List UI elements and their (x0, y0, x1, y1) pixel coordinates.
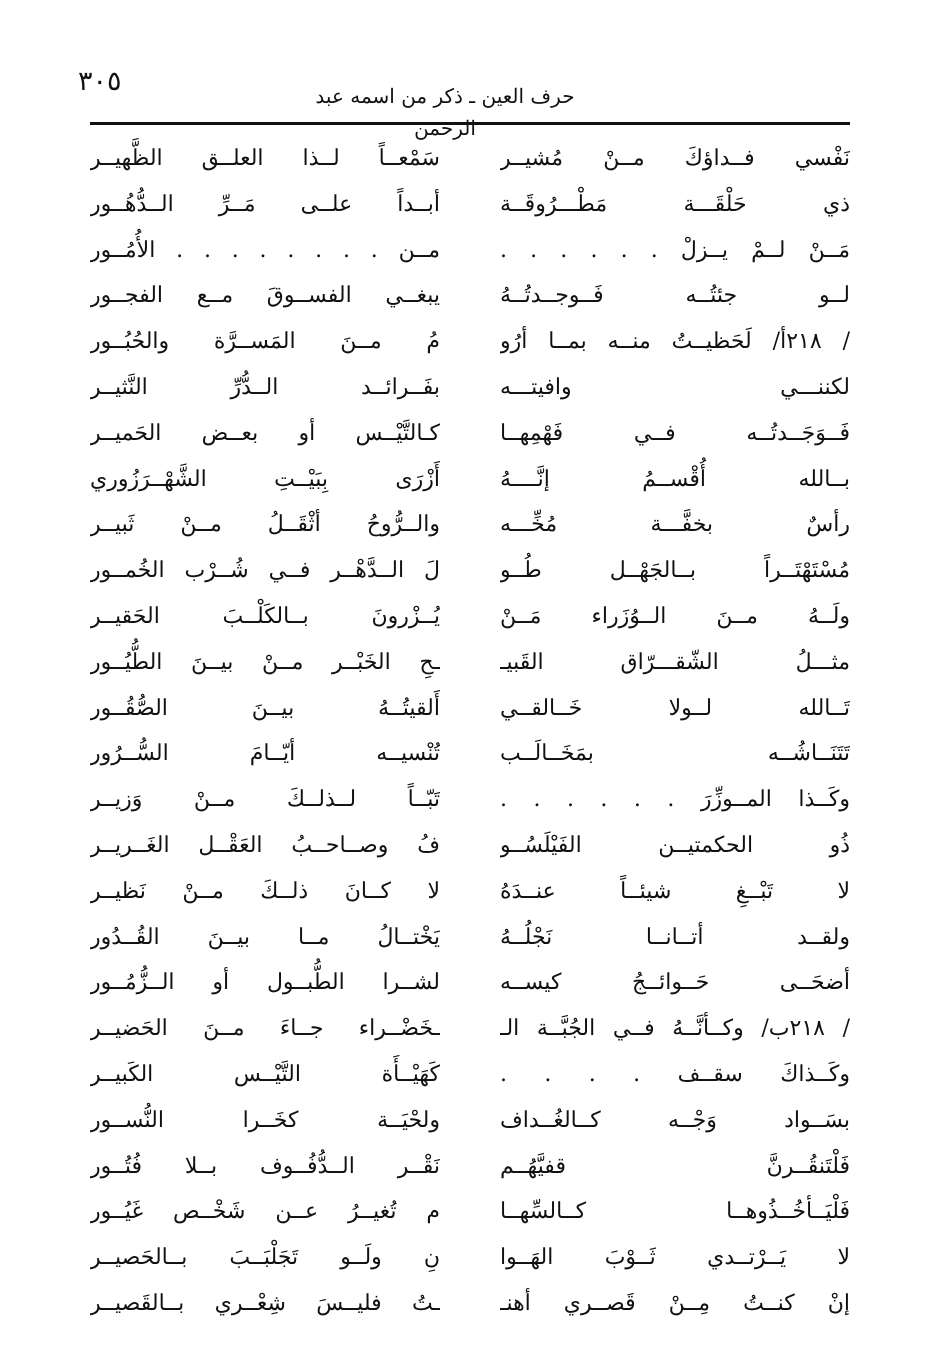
first-hemistich: وكَــذا المــوزِّرَ . . . . . . (500, 787, 850, 813)
first-hemistich: / ٢١٨ب/ وكــأنَّــهُ فــي الجُبَّــة الـ (500, 1016, 850, 1042)
first-hemistich: تَــالله لــولا خَــالقــي (500, 695, 850, 721)
second-hemistich: م تُغيــرُ عــن شَخْــص غَيُــور (90, 1199, 440, 1225)
page-number: ٣٠٥ (78, 66, 122, 97)
header-rule (90, 122, 850, 125)
first-hemistich: لكننـــي وافيتـــه (500, 375, 850, 400)
first-hemistich: ذُو الحكمتيــن الفَيْلَسُــو (500, 833, 850, 858)
running-title: حرف العين ـ ذكر من اسمه عبد الرحمن (315, 84, 575, 140)
poem-body (90, 132, 850, 1322)
second-hemistich: نِ ولَــو تَجَلْبَــبَ بــالحَصيــر (90, 1245, 440, 1271)
second-hemistich: ـحِ الخَبْــر مــنْ بيــنَ الطُّيُــور (90, 649, 440, 675)
first-hemistich: لــو جئتُــه فَــوجــدتُــهُ (500, 283, 850, 309)
first-hemistich: لا تَبْــغِ شيئــاً عنــدَهُ (500, 878, 850, 904)
second-hemistich: لشــرا الطُّبــول أو الــزُّمُــور (90, 970, 440, 996)
second-hemistich: لَ الــدَّهْــر فــي شُــرْب الخُمــور (90, 558, 440, 584)
first-hemistich: نَفْسي فــداؤكَ مــنْ مُشيــر (500, 146, 850, 171)
first-hemistich: تَتَنَــاشُــه بمَخَــالَــب (500, 741, 850, 767)
second-hemistich: سَمْعــاً لــذا العلــق الظَّهيــر (90, 146, 440, 171)
second-hemistich: فُ وصــاحــبُ العَقْــل الغَــريــر (90, 833, 440, 858)
first-hemistich: ولَــهُ مــنَ الــوُزَراء مَــنْ (500, 604, 850, 629)
second-hemistich: ـخَضْــراء جــاءَ مــنَ الحَضيــر (90, 1016, 440, 1042)
first-hemistich: فَــوَجَــدتُــه فــي فَهْمِهــا (500, 420, 850, 446)
first-hemistich: إنْ كنــتُ مِــنْ قَصــري أهنـ (500, 1291, 850, 1316)
second-hemistich: كـالتَّيْــس أو بعــض الحَميــر (90, 420, 440, 446)
first-hemistich: مَــنْ لــمْ يــزلْ . . . . . . (500, 237, 850, 263)
second-hemistich: يَخْتــالُ مــا بيــنَ القُــدُور (90, 924, 440, 950)
second-hemistich: ـتُ فليــسَ شِعْــري بــالقَصيــر (90, 1291, 440, 1316)
second-hemistich: يُــزْرونَ بــالكَلْــبَ الحَقيــر (90, 604, 440, 629)
second-hemistich: تَبّــاً لــذلــكَ مــنْ وَزيــر (90, 787, 440, 813)
first-hemistich: مُسْتَهْتَــراً بــالجَهْــل طُــو (500, 558, 850, 584)
first-hemistich: ذي حَلْقَـــة مَطْـــرُوقَــة (500, 191, 850, 217)
first-hemistich: فَلْتَنقُــرنَّ قفيَّهُــم (500, 1153, 850, 1179)
second-hemistich: نَقْــر الــدُّفُــوف بــلا فُتُــور (90, 1153, 440, 1179)
first-hemistich: بسَــواد وَجْــه كــالغُــداف (500, 1107, 850, 1133)
first-hemistich: فَلْيَــأخُــذُوهــا كــالسِّهــا (500, 1199, 850, 1225)
first-hemistich: / ٢١٨أ/ لَحَظيــتُ منــه بمــا أرُو (500, 329, 850, 355)
first-hemistich: وكَــذاكَ سقــف . . . . (500, 1062, 850, 1087)
second-hemistich: تُنْسيــه أيّــامَ السُّــرُور (90, 741, 440, 767)
first-hemistich: بــالله أُقْســمُ إنَّــــهُ (500, 466, 850, 492)
second-hemistich: أَلقيتُــهُ بيــنَ الصُّقُــور (90, 695, 440, 721)
second-hemistich: أبــداً علــى مَــرِّ الــدُّهُــور (90, 191, 440, 217)
second-hemistich: كَهَيْــأَة التَّيْــس الكَبيــر (90, 1062, 440, 1087)
second-hemistich: مــن . . . . . . . . الأُمُــور (90, 237, 440, 263)
first-hemistich: مثـــلُ الشّقـــرّاق القَبيـ (500, 649, 850, 675)
first-hemistich: رأسٌ بخفَّـــة مُخِّـــه (500, 512, 850, 538)
first-hemistich: لا يَــرْتــدي ثَــوْبَ الهَــوا (500, 1245, 850, 1271)
second-hemistich: يبغــي الفســوقَ مــع الفجــور (90, 283, 440, 309)
second-hemistich: ولحْيَــة كخَــرا النُّســور (90, 1107, 440, 1133)
second-hemistich: والــرُّوحُ أثْقَــلُ مــنْ ثَبيــر (90, 512, 440, 538)
second-hemistich: أَزْرَى بِبَيْــتِ الشَّهْــرَزُوري (90, 466, 440, 492)
verse-line (90, 1277, 850, 1331)
first-hemistich: ولقــد أتــانــا نَجْلُــهُ (500, 924, 850, 950)
second-hemistich: لا كــانَ ذلــكَ مــنْ نَظيــر (90, 878, 440, 904)
second-hemistich: مُ مــنَ المَســرَّة والحُبُــور (90, 329, 440, 355)
first-hemistich: أضحَــى حَــوائــجُ كيســه (500, 970, 850, 996)
second-hemistich: بفَــرائــد الــدُّرِّ النَّثيــر (90, 375, 440, 400)
